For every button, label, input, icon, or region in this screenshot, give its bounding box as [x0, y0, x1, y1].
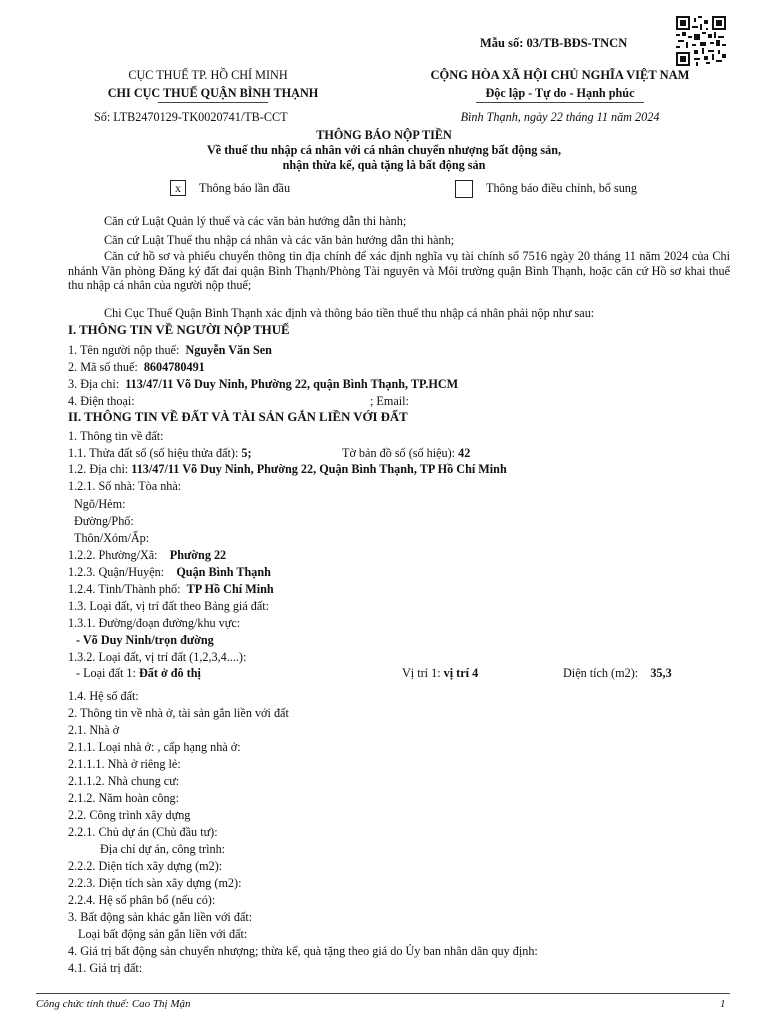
province-value: TP Hồ Chí Minh [186, 582, 274, 596]
tax-code-row [68, 360, 205, 375]
area-value: 35,3 [650, 666, 672, 680]
doc-subtitle-1: Về thuế thu nhập cá nhân với cá nhân chuyển nhượng bất động sản, [206, 143, 562, 157]
tax-officer: Công chức tính thuế: Cao Thị Mận [36, 998, 191, 1010]
district-label: 1.2.3. Quận/Huyện: [68, 565, 165, 579]
housing-label: 2.1. Nhà ở [68, 723, 120, 737]
house-type-label: 2.1.1. Loại nhà ở: , cấp hạng nhà ở: [68, 740, 241, 754]
form-code: Mẫu số: 03/TB-BĐS-TNCN [480, 36, 628, 50]
road-label: 1.3.1. Đường/đoạn đường/khu vực: [68, 616, 241, 630]
land-info-label: 1. Thông tin về đất: [68, 429, 164, 443]
area-row [563, 666, 672, 681]
ward-row [68, 548, 226, 563]
doc-number: Số: LTB2470129-TK0020741/TB-CCT [94, 110, 288, 124]
qr-code-icon [676, 16, 726, 66]
parcel-value: 5; [241, 446, 252, 460]
adjust-notice-checkbox[interactable] [455, 180, 473, 198]
property-value-label: 4. Giá trị bất động sản chuyển nhượng; thừa kế, quà tặng theo giá do Ủy ban nhân dân quy định: [68, 944, 538, 958]
email-label: ; Email: [370, 394, 409, 408]
floor-area-label: 2.2.3. Diện tích sàn xây dựng (m2): [68, 876, 242, 890]
completion-year-label: 2.1.2. Năm hoàn công: [68, 791, 180, 805]
doc-title: THÔNG BÁO NỘP TIỀN [316, 128, 452, 142]
agency-name: CỤC THUẾ TP. HỒ CHÍ MINH [128, 68, 288, 82]
land-address-value: 113/47/11 Võ Duy Ninh, Phường 22, Quận Bình Thạnh, TP Hồ Chí Minh [131, 462, 507, 476]
taxpayer-name-value: Nguyễn Văn Sen [185, 343, 272, 357]
province-row [68, 582, 274, 597]
apartment-label: 2.1.1.2. Nhà chung cư: [68, 774, 180, 788]
alley-label: Ngõ/Hẻm: [74, 497, 126, 511]
area-label: Diện tích (m2): [563, 666, 639, 680]
basis-3: Căn cứ hồ sơ và phiếu chuyển thông tin địa chính để xác định nghĩa vụ tài chính số 7516 ngày 20 tháng 11 năm 2024 của Chi nhánh Văn phòng Đăng ký đất đai quận Bình Thạnh/Phòng Tài nguyên và Môi trường quận Bình Thạnh, hoặc căn cứ Hồ sơ khai thuế thu nhập cá nhân của người nộp thuế; [68, 249, 730, 292]
sub-agency-name: CHI CỤC THUẾ QUẬN BÌNH THẠNH [107, 86, 319, 100]
allocation-coefficient-label: 2.2.4. Hệ số phân bổ (nếu có): [68, 893, 216, 907]
phone-label: 4. Điện thoại: [68, 394, 135, 408]
land-address-row [68, 462, 507, 477]
other-property-label: 3. Bất động sản khác gắn liền với đất: [68, 910, 253, 924]
section-1-heading: I. THÔNG TIN VỀ NGƯỜI NỘP THUẾ [68, 323, 290, 337]
position-label: Vị trí 1: [402, 666, 441, 680]
land-type-value: Đất ở đô thị [138, 666, 201, 680]
land-type-row [76, 666, 201, 681]
land-address-label: 1.2. Địa chỉ: [68, 462, 129, 476]
doc-subtitle-2: nhận thừa kế, quà tặng là bất động sản [282, 158, 486, 172]
motto: Độc lập - Tự do - Hạnh phúc [485, 86, 635, 100]
basis-1: Căn cứ Luật Quản lý thuế và các văn bản hướng dẫn thi hành; [104, 214, 407, 228]
date-place: Bình Thạnh, ngày 22 tháng 11 năm 2024 [460, 110, 660, 124]
construction-label: 2.2. Công trình xây dựng [68, 808, 191, 822]
land-type-label: - Loại đất 1: [76, 666, 136, 680]
taxpayer-name-row [68, 343, 272, 358]
footer-divider [36, 993, 730, 994]
district-value: Quận Bình Thạnh [176, 565, 271, 579]
house-number-label: 1.2.1. Số nhà: Tòa nhà: [68, 479, 182, 493]
parcel-row [68, 446, 252, 461]
ward-value: Phường 22 [169, 548, 227, 562]
land-position-label: 1.3.2. Loại đất, vị trí đất (1,2,3,4....): [68, 650, 247, 664]
hamlet-label: Thôn/Xóm/Ấp: [74, 531, 150, 545]
taxpayer-address-value: 113/47/11 Võ Duy Ninh, Phường 22, quận Bình Thạnh, TP.HCM [125, 377, 459, 391]
street-label: Đường/Phố: [74, 514, 134, 528]
project-address-label: Địa chỉ dự án, công trình: [100, 842, 226, 856]
section-2-heading: II. THÔNG TIN VỀ ĐẤT VÀ TÀI SẢN GẮN LIỀN VỚI ĐẤT [68, 410, 408, 424]
page-number: 1 [720, 998, 726, 1010]
district-row [68, 565, 271, 580]
map-sheet-value: 42 [458, 446, 471, 460]
position-value: vị trí 4 [443, 666, 479, 680]
province-label: 1.2.4. Tỉnh/Thành phố: [68, 582, 181, 596]
basis-2: Căn cứ Luật Thuế thu nhập cá nhân và các văn bản hướng dẫn thi hành; [104, 233, 455, 247]
first-notice-checkbox[interactable]: x [170, 180, 186, 196]
nation-title: CỘNG HÒA XÃ HỘI CHỦ NGHĨA VIỆT NAM [430, 68, 690, 82]
land-coefficient-label: 1.4. Hệ số đất: [68, 689, 139, 703]
other-property-type-label: Loại bất động sản gắn liền với đất: [78, 927, 248, 941]
house-info-label: 2. Thông tin về nhà ở, tài sản gắn liền với đất [68, 706, 289, 720]
land-value-label: 4.1. Giá trị đất: [68, 961, 143, 975]
construction-area-label: 2.2.2. Diện tích xây dựng (m2): [68, 859, 223, 873]
tax-code-label: 2. Mã số thuế: [68, 360, 138, 374]
intro-text: Chi Cục Thuế Quận Bình Thạnh xác định và thông báo tiền thuế thu nhập cá nhân phải nộp như sau: [104, 306, 595, 320]
agency-underline [158, 102, 268, 103]
land-type-heading: 1.3. Loại đất, vị trí đất theo Bảng giá đất: [68, 599, 270, 613]
position-row [402, 666, 478, 681]
ward-label: 1.2.2. Phường/Xã: [68, 548, 158, 562]
map-sheet-row [342, 446, 470, 461]
taxpayer-address-label: 3. Địa chỉ: [68, 377, 120, 391]
road-value: - Võ Duy Ninh/trọn đường [76, 633, 214, 647]
adjust-notice-label: Thông báo điều chỉnh, bổ sung [486, 181, 637, 195]
first-notice-label: Thông báo lần đầu [199, 181, 291, 195]
taxpayer-name-label: 1. Tên người nộp thuế: [68, 343, 180, 357]
parcel-label: 1.1. Thửa đất số (số hiệu thửa đất): [68, 446, 239, 460]
taxpayer-address-row [68, 377, 458, 392]
single-house-label: 2.1.1.1. Nhà ở riêng lẻ: [68, 757, 181, 771]
tax-code-value: 8604780491 [143, 360, 205, 374]
investor-label: 2.2.1. Chủ dự án (Chủ đầu tư): [68, 825, 218, 839]
motto-underline [476, 102, 644, 103]
map-sheet-label: Tờ bản đồ số (số hiệu): [342, 446, 456, 460]
